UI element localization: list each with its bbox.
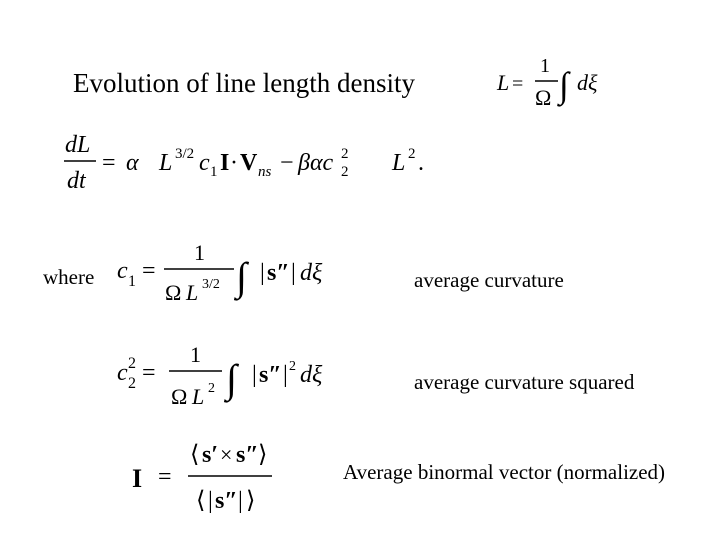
svg-text:1: 1 — [210, 164, 218, 180]
svg-text:Ω: Ω — [171, 384, 188, 409]
svg-text:dξ: dξ — [300, 260, 323, 286]
svg-text:2: 2 — [289, 359, 296, 374]
svg-text:⟩: ⟩ — [258, 442, 268, 468]
binormal-equation — [130, 432, 280, 520]
svg-text:Ω: Ω — [535, 85, 552, 110]
svg-text:|: | — [238, 488, 243, 514]
svg-text:∫: ∫ — [236, 254, 247, 299]
svg-text:c: c — [199, 150, 210, 176]
svg-text:⟨: ⟨ — [196, 488, 206, 514]
svg-text:×: × — [220, 442, 233, 467]
svg-text:dξ: dξ — [577, 70, 598, 95]
svg-text:3/2: 3/2 — [202, 277, 220, 292]
svg-text:L: L — [497, 70, 510, 95]
svg-text:|: | — [252, 362, 257, 388]
svg-text:s″: s″ — [215, 488, 238, 514]
svg-text:−: − — [280, 150, 294, 176]
svg-text:3/2: 3/2 — [175, 146, 195, 162]
svg-text:2: 2 — [208, 381, 215, 396]
svg-text:2: 2 — [128, 375, 136, 392]
svg-text:|: | — [208, 488, 213, 514]
svg-text:c: c — [117, 360, 128, 386]
svg-text:|: | — [260, 260, 265, 286]
svg-text:|: | — [283, 362, 288, 388]
svg-text:c: c — [117, 258, 128, 284]
svg-text:2: 2 — [341, 164, 349, 180]
svg-text:⟨: ⟨ — [190, 442, 200, 468]
svg-text:I: I — [132, 464, 143, 493]
svg-text:1: 1 — [194, 240, 205, 265]
svg-text:∫: ∫ — [559, 65, 569, 105]
svg-text:·: · — [230, 150, 238, 176]
where-label: where — [43, 265, 95, 289]
svg-text:=: = — [142, 360, 156, 386]
svg-text:L: L — [159, 150, 173, 176]
slide-title: Evolution of line length density — [73, 68, 415, 98]
svg-text:s″: s″ — [259, 362, 282, 388]
svg-text:.: . — [418, 150, 424, 176]
svg-text:V: V — [240, 150, 258, 176]
svg-text:2: 2 — [408, 146, 416, 162]
c2-squared-description: average curvature squared — [414, 370, 635, 394]
c2-squared-equation — [114, 340, 339, 414]
svg-text:L: L — [186, 280, 199, 305]
svg-text:s″: s″ — [267, 260, 290, 286]
svg-text:s′: s′ — [202, 442, 219, 468]
svg-text:s″: s″ — [236, 442, 259, 468]
svg-text:L: L — [192, 384, 205, 409]
evolution-equation — [62, 128, 442, 194]
svg-text:I: I — [220, 150, 230, 176]
svg-text:α: α — [126, 150, 139, 176]
svg-text:Ω: Ω — [165, 280, 182, 305]
svg-text:=: = — [158, 464, 172, 490]
svg-text:=: = — [142, 258, 156, 284]
svg-text:βαc: βαc — [298, 150, 334, 176]
svg-text:dL: dL — [65, 132, 91, 158]
c1-description: average curvature — [414, 268, 564, 292]
svg-text:⟩: ⟩ — [246, 488, 256, 514]
svg-text:∫: ∫ — [226, 356, 237, 401]
svg-text:L: L — [392, 150, 406, 176]
svg-text:=: = — [102, 150, 116, 176]
svg-text:|: | — [291, 260, 296, 286]
svg-text:=: = — [512, 73, 524, 95]
svg-text:2: 2 — [128, 355, 136, 372]
svg-text:dt: dt — [67, 168, 86, 194]
binormal-description: Average binormal vector (normalized) — [343, 460, 666, 484]
svg-text:ns: ns — [258, 164, 272, 180]
svg-text:1: 1 — [540, 55, 550, 77]
line-length-equation — [495, 50, 615, 114]
svg-text:2: 2 — [341, 146, 349, 162]
svg-text:1: 1 — [128, 273, 136, 290]
c1-equation — [114, 238, 339, 312]
svg-text:1: 1 — [190, 342, 201, 367]
svg-text:dξ: dξ — [300, 362, 323, 388]
